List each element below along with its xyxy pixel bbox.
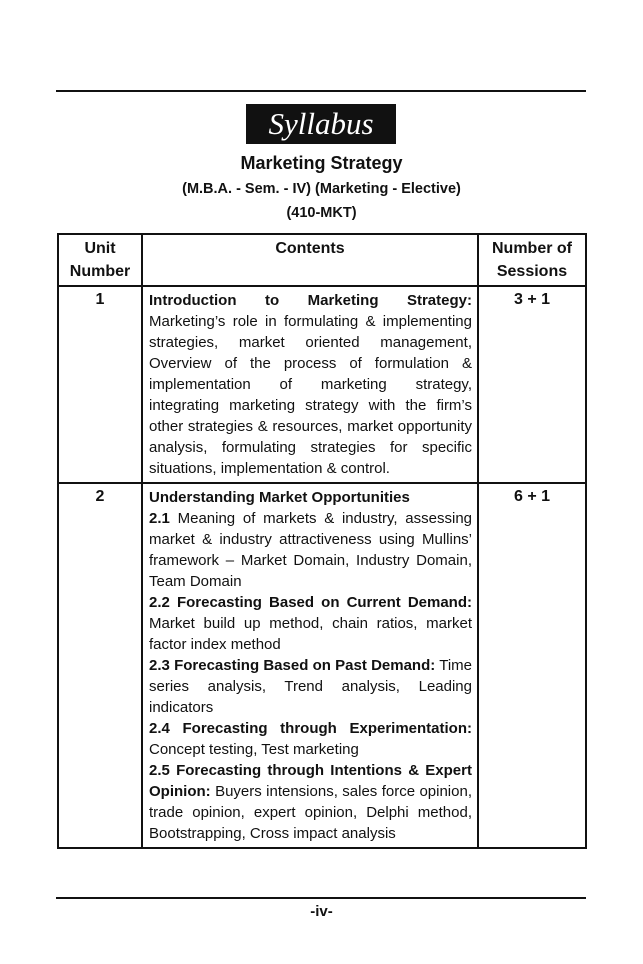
unit-contents: Understanding Market Opportunities 2.1 Meaning of markets & industry, assessing market & industry attractiveness using Mullins’ framework – Market Domain, Industry Domain, Team Domain 2.2 Forecasting Based on Current Demand: Market build up method, chain ratios, market factor index method 2.3 Forecasting Based on Past Demand: Time series analysis, Trend analysis, Leading indicators 2.4 Forecasting through Experimentation: Concept testing, Test marketing 2.5 Forecasting through Intentions & Expert Opinion: Buyers intensions, sales force opinion, trade opinion, expert opinion, Delphi method, Bootstrapping, Cross impact analysis (142, 483, 478, 848)
course-subtitle: (M.B.A. - Sem. - IV) (Marketing - Elective) (182, 181, 461, 197)
top-rule (56, 90, 586, 92)
unit-contents (142, 286, 478, 483)
bottom-rule (56, 897, 586, 899)
unit-heading: Understanding Market Opportunities (149, 489, 410, 506)
table-header-row (58, 234, 586, 286)
header-unit-number: Unit Number (58, 234, 142, 286)
course-code: (410-MKT) (286, 205, 357, 221)
course-title: Marketing Strategy (240, 153, 403, 173)
unit-heading: Introduction to Marketing Strategy: (149, 292, 472, 309)
unit-sessions: 3 + 1 (478, 286, 586, 483)
header-sessions: Number of Sessions (478, 234, 586, 286)
unit-number: 1 (58, 286, 142, 483)
unit-sessions: 6 + 1 (478, 483, 586, 848)
table-row (58, 483, 586, 848)
header-contents: Contents (142, 234, 478, 286)
table-row (58, 286, 586, 483)
syllabus-table (57, 233, 587, 849)
unit-number: 2 (58, 483, 142, 848)
syllabus-banner: Syllabus (246, 104, 396, 144)
unit-description: Marketing’s role in formulating & implementing strategies, market oriented management, Overview of the process of formulation & implementation of marketing strategy, integrating marketing strategy with the firm’s other strategies & resources, market opportunity analysis, formulating strategies for specific situations, implementation & control. (149, 313, 472, 477)
page-number: -iv- (310, 903, 333, 920)
